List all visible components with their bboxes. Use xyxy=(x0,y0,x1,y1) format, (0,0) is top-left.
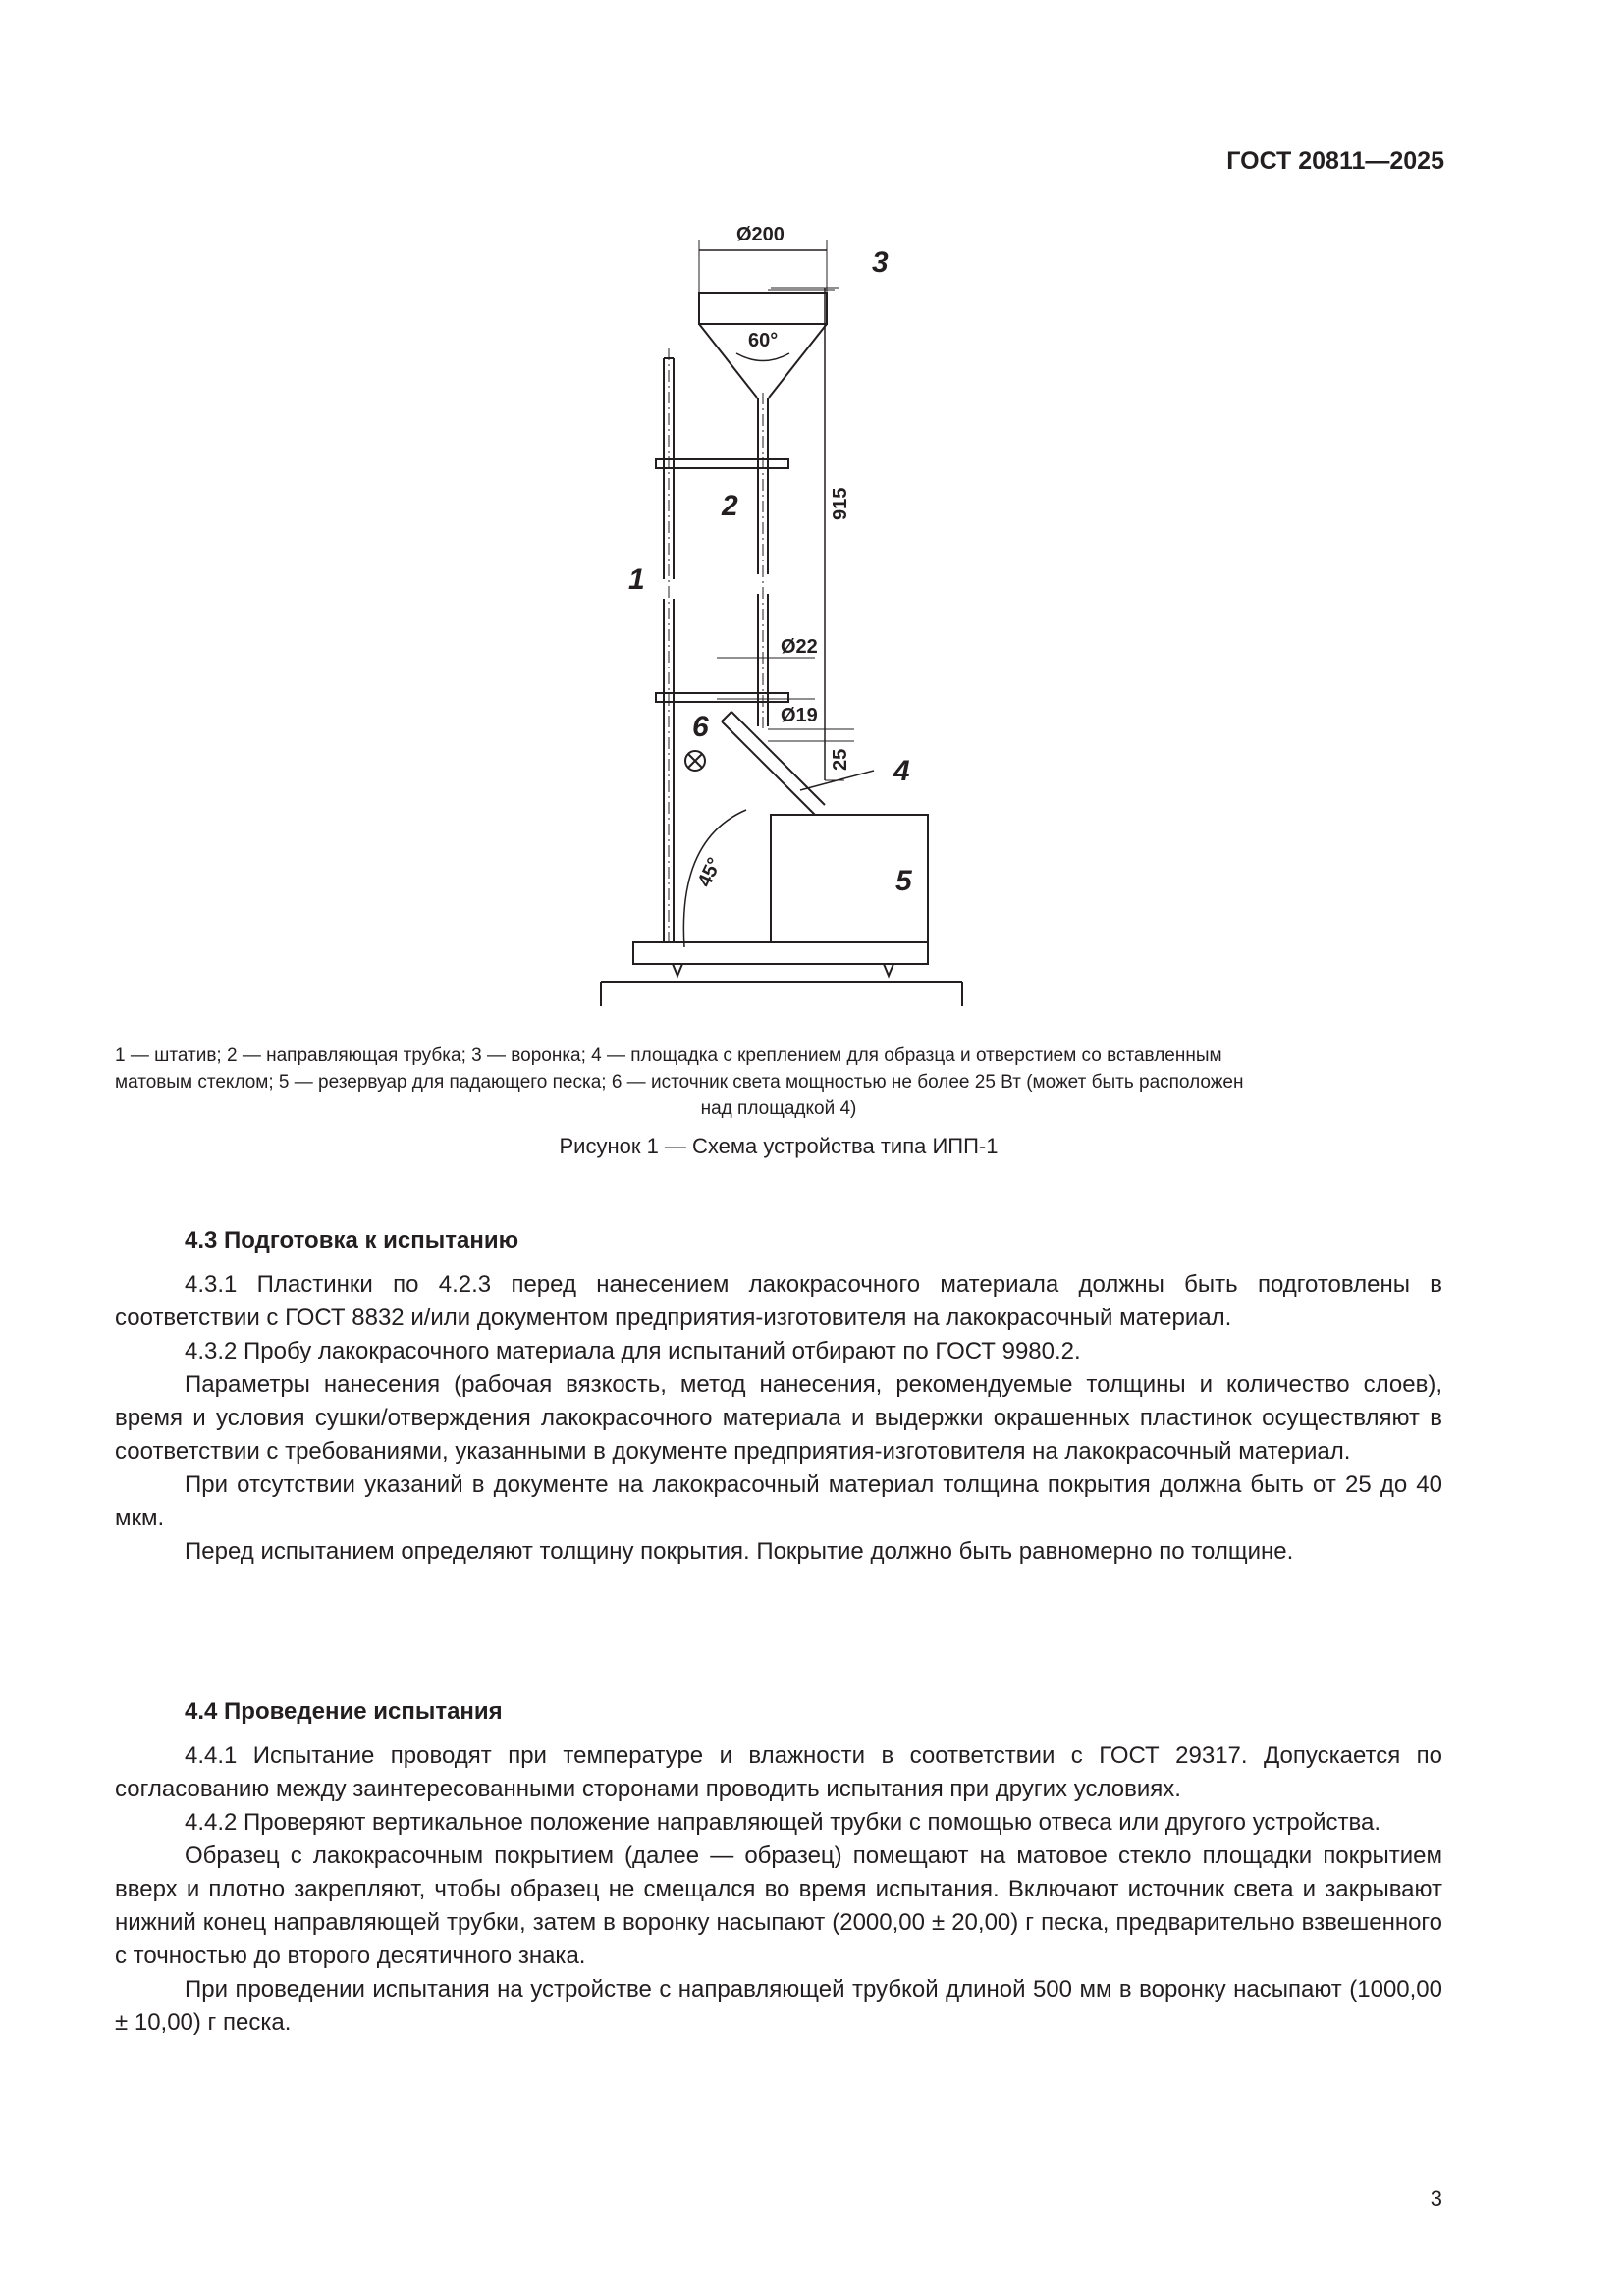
paragraph: При проведении испытания на устройстве с направляющей трубкой длиной 500 мм в воронку насыпают (1000,00 ± 10,00) г песка. xyxy=(115,1976,1442,2036)
label-1: 1 xyxy=(628,563,645,596)
paragraph: 4.4.2 Проверяют вертикальное положение направляющей трубки с помощью отвеса или другого устройства. xyxy=(185,1809,1380,1836)
legend-line: матовым стеклом; 5 — резервуар для падающего песка; 6 — источник света мощностью не более 25 Вт (может быть расположен xyxy=(115,1072,1244,1093)
section-4-3-body xyxy=(115,1268,1442,1569)
label-2: 2 xyxy=(722,490,738,522)
figure-caption: Рисунок 1 — Схема устройства типа ИПП-1 xyxy=(559,1134,999,1158)
label-3: 3 xyxy=(872,246,889,279)
paragraph: 4.3.2 Пробу лакокрасочного материала для испытаний отбирают по ГОСТ 9980.2. xyxy=(185,1338,1081,1364)
dim-platform-angle: 45° xyxy=(693,854,727,891)
legend-line: над площадкой 4) xyxy=(700,1098,857,1119)
paragraph: При отсутствии указаний в документе на лакокрасочный материал толщина покрытия должна быть от 25 до 40 мкм. xyxy=(115,1471,1442,1531)
paragraph: Параметры нанесения (рабочая вязкость, метод нанесения, рекомендуемые толщины и количество слоев), время и условия сушки/отверждения лакокрасочного материала и выдержки окрашенных пластинок осуществляют в соответствии с требованиями, указанными в документе предприятия-изготовителя на лакокрасочный материал. xyxy=(115,1371,1442,1465)
paragraph: Образец с лакокрасочным покрытием (далее — образец) помещают на матовое стекло площадки покрытием вверх и плотно закрепляют, чтобы образец не смещался во время испытания. Включают источник света и закрывают нижний конец направляющей трубки, затем в воронку насыпают (2000,00 ± 20,00) г песка, предварительно взвешенного с точностью до второго десятичного знака. xyxy=(115,1842,1442,1969)
dim-gap: 25 xyxy=(830,748,851,771)
dim-inner-diameter: Ø19 xyxy=(781,705,818,726)
legend-line: 1 — штатив; 2 — направляющая трубка; 3 — воронка; 4 — площадка с креплением для образца и отверстием со вставленным xyxy=(115,1045,1222,1066)
label-4: 4 xyxy=(893,755,910,787)
paragraph: 4.4.1 Испытание проводят при температуре и влажности в соответствии с ГОСТ 29317. Допускается по согласованию между заинтересованными сторонами проводить испытания при других условиях. xyxy=(115,1742,1442,1802)
dim-tube-length: 915 xyxy=(830,487,851,520)
section-heading-4-3: 4.3 Подготовка к испытанию xyxy=(185,1227,519,1254)
paragraph: Перед испытанием определяют толщину покрытия. Покрытие должно быть равномерно по толщине. xyxy=(185,1538,1294,1565)
document-header: ГОСТ 20811—2025 xyxy=(1226,147,1444,175)
dim-funnel-diameter: Ø200 xyxy=(736,224,785,245)
paragraph: 4.3.1 Пластинки по 4.2.3 перед нанесением лакокрасочного материала должны быть подготовлены в соответствии с ГОСТ 8832 и/или документом предприятия-изготовителя на лакокрасочный материал. xyxy=(115,1271,1442,1331)
section-heading-4-4: 4.4 Проведение испытания xyxy=(185,1698,503,1725)
figure-legend xyxy=(115,1042,1442,1122)
dim-funnel-angle: 60° xyxy=(748,330,779,351)
label-5: 5 xyxy=(895,865,912,897)
section-4-4-body xyxy=(115,1739,1442,2040)
label-6: 6 xyxy=(692,711,709,743)
page-number: 3 xyxy=(1430,2186,1442,2211)
apparatus-diagram xyxy=(589,221,1001,1006)
dim-outer-diameter: Ø22 xyxy=(781,636,818,658)
